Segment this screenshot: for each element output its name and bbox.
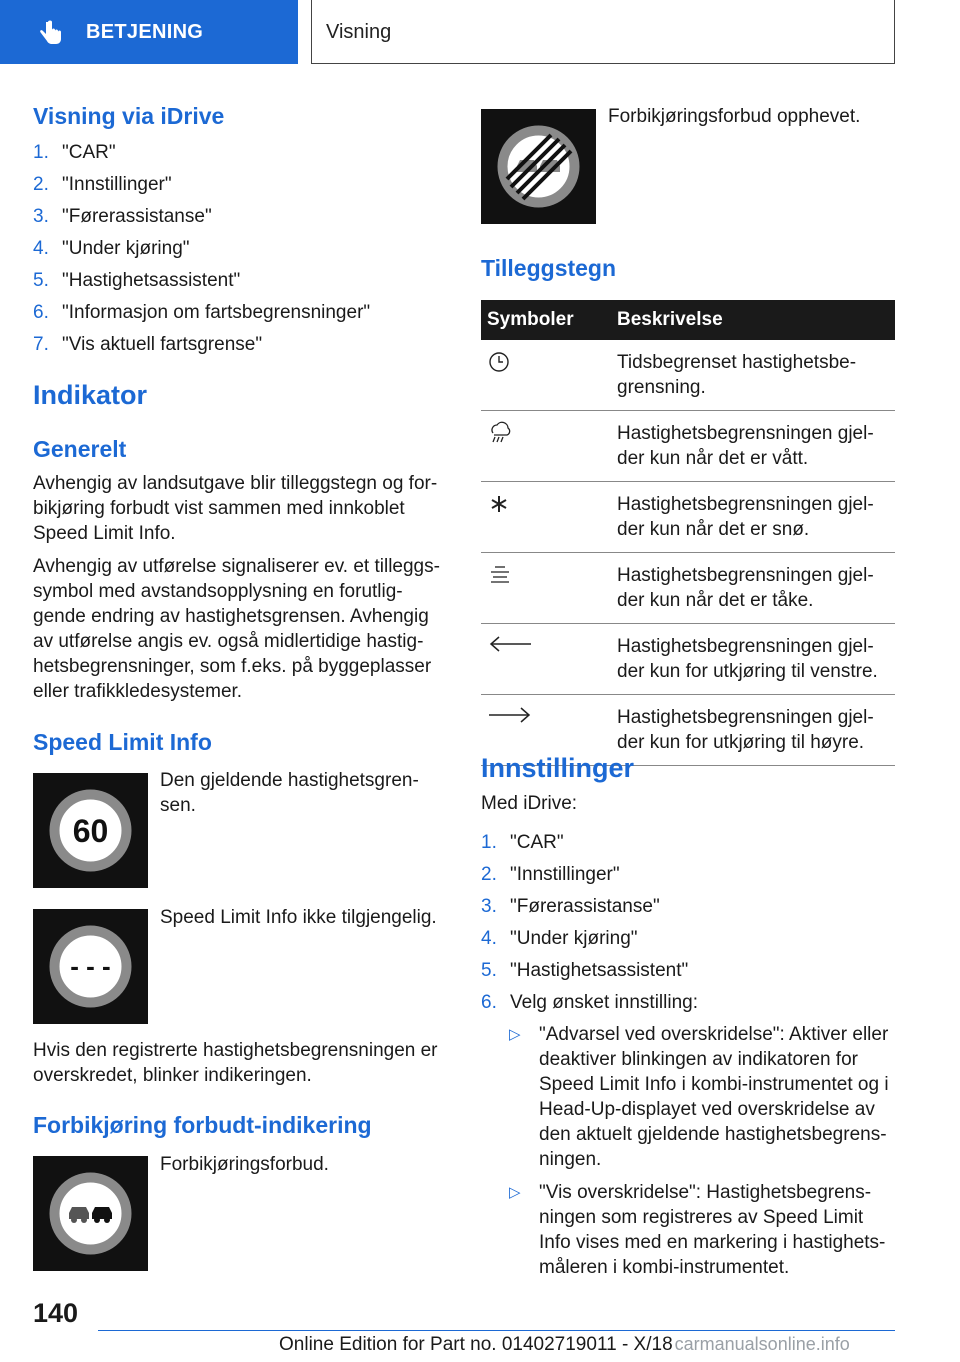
speed-limit-unavailable-desc: Speed Limit Info ikke tilgjengelig. [160, 907, 437, 928]
option-text: "Advarsel ved overskridelse": Aktiver eller deaktiver blinkingen av indikatoren for Speed Limit Info i kombi-instrumentet og i Head-Up-displayet ved overskridelse av den aktuelt gjeldende hastighetsbegrens-ningen. [539, 1024, 889, 1170]
step-number: 5. [33, 270, 49, 291]
step-text: "Førerassistanse" [510, 896, 660, 917]
step-text: "Under kjøring" [510, 928, 638, 949]
clock-icon [487, 350, 511, 374]
step-text: "CAR" [510, 832, 564, 853]
step-number: 1. [481, 832, 497, 853]
list-item [481, 923, 895, 955]
list-item [33, 233, 453, 265]
hand-pointer-icon [38, 20, 64, 48]
table-row [481, 553, 895, 624]
step-text: "CAR" [62, 142, 116, 163]
no-overtaking-desc: Forbikjøringsforbud. [160, 1154, 329, 1175]
step-number: 3. [33, 206, 49, 227]
step-number: 6. [33, 302, 49, 323]
step-text: "Informasjon om fartsbegrensninger" [62, 302, 371, 323]
step-text: "Vis aktuell fartsgrense" [62, 334, 263, 355]
table-cell-description: Hastighetsbegrensningen gjel-der kun for utkjøring til venstre. [605, 624, 895, 695]
step-number: 7. [33, 334, 49, 355]
list-item [481, 827, 895, 859]
topic-title: Visning [326, 21, 392, 43]
table-cell-description: Tidsbegrenset hastighetsbe-grensning. [605, 340, 895, 411]
supplementary-signs-table [481, 300, 895, 766]
fog-icon [487, 563, 513, 587]
heading-generelt: Generelt [33, 436, 127, 462]
step-text: "Førerassistanse" [62, 206, 212, 227]
step-text: Velg ønsket innstilling: [510, 992, 698, 1013]
speed-limit-value: 60 [72, 813, 109, 849]
list-item [481, 891, 895, 923]
end-no-overtaking-desc: Forbikjøringsforbud opphevet. [608, 106, 861, 127]
step-text: "Innstillinger" [62, 174, 172, 195]
list-item [33, 137, 453, 169]
innstillinger-options-list [509, 1022, 897, 1288]
rain-icon [487, 421, 513, 445]
heading-indikator: Indikator [33, 380, 148, 410]
paragraph-exceeded: Hvis den registrerte hastighetsbegrensningen er overskredet, blinker indikeringen. [33, 1040, 438, 1086]
heading-tilleggstegn: Tilleggstegn [481, 255, 617, 281]
innstillinger-intro: Med iDrive: [481, 793, 578, 814]
table-row [481, 482, 895, 553]
watermark: carmanualsonline.info [674, 1334, 850, 1354]
option-text: "Vis overskridelse": Hastighetsbegrens-ningen som registreres av Speed Limit Info vises med en markering i hastighets-måleren i kombi-instrumentet. [539, 1182, 886, 1278]
topic-header [311, 0, 895, 64]
footer-divider [98, 1330, 895, 1331]
step-number: 4. [33, 238, 49, 259]
heading-speed-limit-info: Speed Limit Info [33, 729, 212, 755]
list-item [33, 201, 453, 233]
section-title: BETJENING [86, 21, 204, 43]
list-item [509, 1022, 897, 1172]
snowflake-icon [487, 492, 511, 516]
table-row [481, 411, 895, 482]
step-text: "Innstillinger" [510, 864, 620, 885]
list-item [481, 955, 895, 987]
table-cell-description: Hastighetsbegrensningen gjel-der kun for utkjøring til høyre. [605, 695, 895, 766]
arrow-left-icon [487, 634, 533, 654]
paragraph-generelt-2: Avhengig av utførelse signaliserer ev. et tilleggs-symbol med avstandsopplysning en forutlig-gende endring av hastighetsgrensen. Avhengig av utførelse angis ev. også midlertidige hastig-hetsbegrensninger, som f.eks. på byggeplasser eller trafikkledesystemer. [33, 556, 440, 702]
step-number: 1. [33, 142, 49, 163]
end-no-overtaking-sign [481, 109, 596, 224]
table-cell-description: Hastighetsbegrensningen gjel-der kun når det er tåke. [605, 553, 895, 624]
no-overtaking-sign [33, 1156, 148, 1271]
step-number: 6. [481, 992, 497, 1013]
speed-limit-dashes: - - - [70, 951, 111, 981]
triangle-bullet-icon: ▷ [509, 1184, 521, 1201]
list-item [481, 987, 895, 1019]
speed-limit-unavailable-sign [33, 909, 148, 1024]
column-header-symbols: Symboler [481, 300, 605, 340]
table-cell-description: Hastighetsbegrensningen gjel-der kun når det er vått. [605, 411, 895, 482]
list-item [33, 297, 453, 329]
step-number: 5. [481, 960, 497, 981]
speed-limit-60-sign [33, 773, 148, 888]
list-item [481, 859, 895, 891]
section-tab[interactable] [0, 0, 298, 64]
step-number: 2. [481, 864, 497, 885]
idrive-steps-list [33, 137, 453, 361]
heading-idrive: Visning via iDrive [33, 103, 225, 129]
table-row [481, 624, 895, 695]
table-row [481, 340, 895, 411]
list-item [33, 265, 453, 297]
footer-edition: Online Edition for Part no. 01402719011 - X/18 carmanualsonline.info [279, 1334, 850, 1355]
table-cell-description: Hastighetsbegrensningen gjel-der kun når det er snø. [605, 482, 895, 553]
list-item [33, 169, 453, 201]
step-number: 3. [481, 896, 497, 917]
table-header-row [481, 300, 895, 340]
paragraph-generelt-1: Avhengig av landsutgave blir tilleggstegn og for-bikjøring forbudt vist sammen med innkoblet Speed Limit Info. [33, 473, 438, 544]
step-number: 4. [481, 928, 497, 949]
page-number: 140 [33, 1298, 79, 1328]
step-text: "Hastighetsassistent" [62, 270, 241, 291]
innstillinger-steps-list [481, 827, 895, 1019]
step-number: 2. [33, 174, 49, 195]
heading-innstillinger: Innstillinger [481, 753, 635, 783]
step-text: "Under kjøring" [62, 238, 190, 259]
heading-overtaking: Forbikjøring forbudt-indikering [33, 1112, 372, 1138]
list-item [509, 1180, 897, 1280]
arrow-right-icon [487, 705, 533, 725]
list-item [33, 329, 453, 361]
column-header-description: Beskrivelse [605, 300, 895, 340]
step-text: "Hastighetsassistent" [510, 960, 689, 981]
speed-limit-60-desc: Den gjeldende hastighetsgren-sen. [160, 770, 419, 816]
triangle-bullet-icon: ▷ [509, 1026, 521, 1043]
